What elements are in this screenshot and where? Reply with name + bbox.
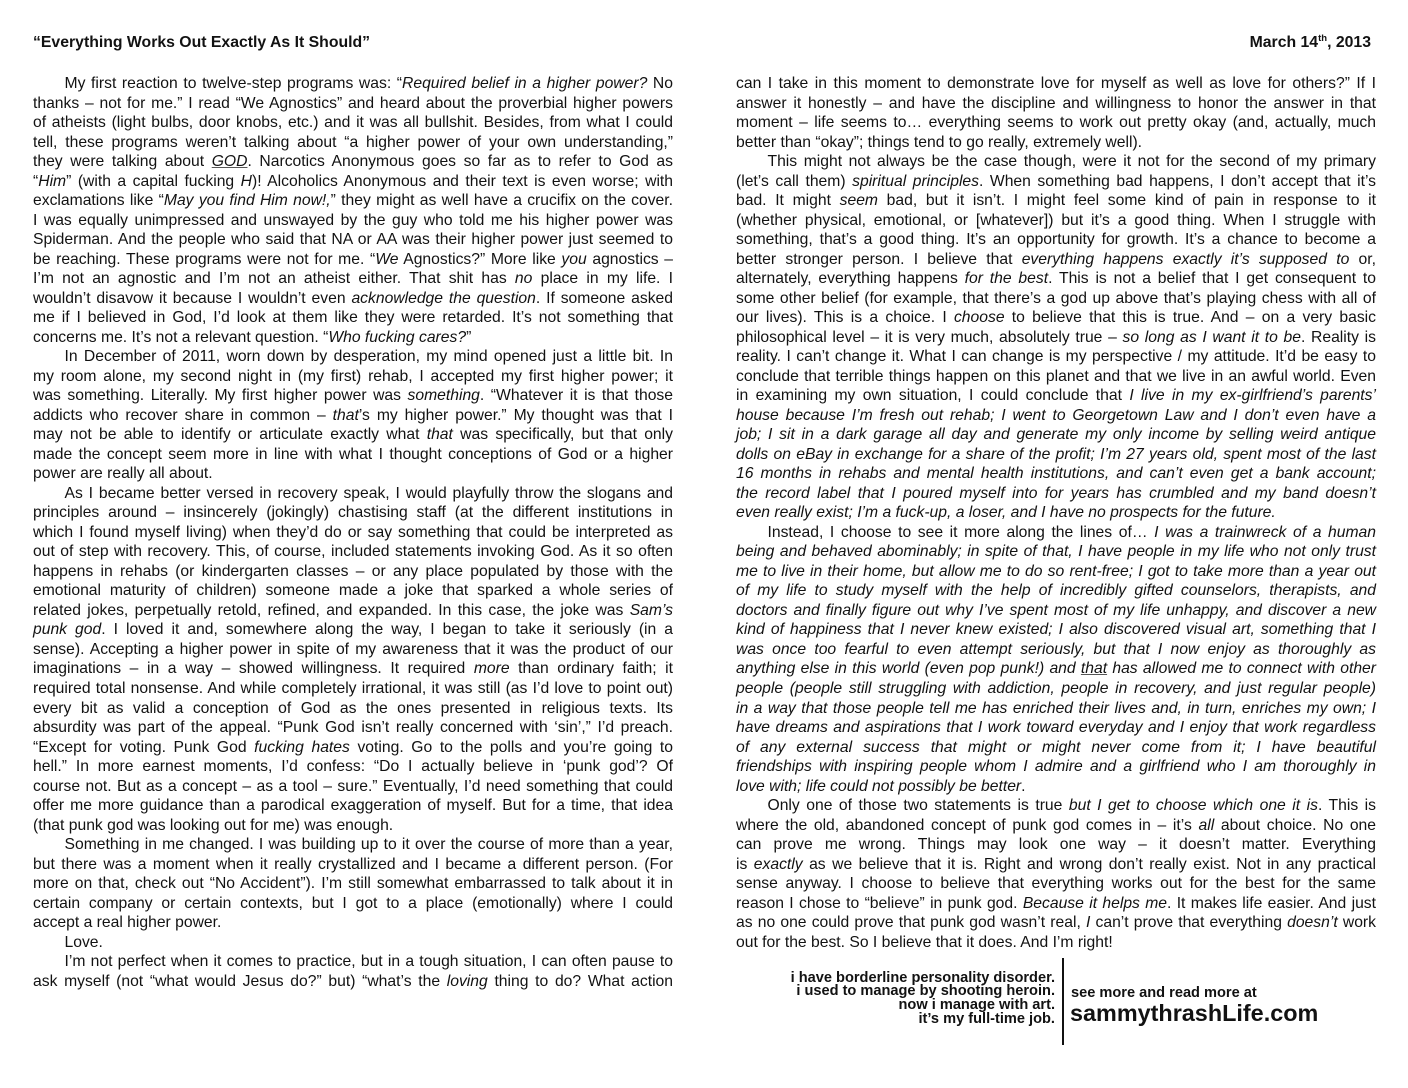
text-line [736,757,1376,777]
text-line: My first reaction to twelve-step programs was: “Required belief in a higher power? No [64,75,673,92]
text-line [736,581,1376,601]
right-column [736,74,1376,952]
text-line: was something. Literally. My first higher power was something. “Whatever it is that those [33,387,673,405]
text-line: “Him” (with a capital fucking H)! Alcoholics Anonymous and their text is even worse; with [33,172,674,190]
paragraph [33,74,673,347]
left-column [33,74,673,991]
text-line: required total nonsense. And while completely irrational, it was still (as I’d love to point out) [33,679,673,697]
text-line: thanks – not for me.” I read “We Agnostics” and heard about the proverbial higher powers [33,94,673,112]
italic-emphasis: for the best [964,270,1049,288]
italic-emphasis: anything else in this world (even pop punk!) and [736,660,1081,678]
footer-bio-line: i used to manage by shooting heroin. [796,983,1055,1000]
italic-emphasis: that [332,406,359,424]
text-line: love with; life could not possibly be better. [736,777,1026,795]
text-line: sense). Accepting a higher power in spite of my awareness that it was the product of our [33,640,673,658]
text-line [736,699,1376,719]
text-line: Instead, I choose to see it more along the lines of… I was a trainwreck of a human [767,523,1376,541]
text-line: happens in rehabs (or kindergarten classes – or any place populated by those with the [33,562,673,580]
italic-emphasis: Because it helps me [1022,894,1168,912]
text-line: my room alone, my second night in (my first) rehab, I accepted my first higher power; it [33,367,673,385]
italic-emphasis: in a way that those people tell me has enriched their lives and, in turn, enriches my own; I [736,699,1376,717]
text-line: better stronger person. I believe that everything happens exactly it’s supposed to or, [736,250,1376,268]
italic-emphasis: seem [839,192,878,210]
text-line: out of step with recovery. This, of course, included statements invoking God. As it so often [33,543,673,561]
text-line: addicts who recover share in common – that’s my higher power.” My thought was that I [33,406,673,424]
italic-emphasis: job; I sit in a dark garage all day and generate my only income by selling weird antique [736,426,1376,444]
text-line: made the concept seem more in line with what I thought conceptions of God or a higher [33,445,673,463]
paragraph [736,74,1376,152]
text-line [736,738,1376,758]
text-line: every bit as valid a conception of God as the ones presented in religious texts. Its [33,699,673,717]
italic-emphasis: everything happens exactly it’s supposed to [1021,250,1350,268]
italic-emphasis: of any external success that might or might never come from it; I have beautiful [736,738,1376,756]
text-line: they were talking about GOD. Narcotics Anonymous goes so far as to refer to God as [33,153,673,171]
italic-emphasis: kind of happiness that I never knew existed; I also discovered visual art, something that I [736,621,1376,639]
document-date [1250,34,1371,52]
footer-cta: see more and read more at [1071,984,1257,1001]
text-line [736,503,1376,523]
text-line [736,562,1376,582]
italic-emphasis: friendships with inspiring people whom I admire and a girlfriend who I am thoroughly in [736,758,1376,776]
text-line: out for the best. So I believe that it does. And I’m right! [736,933,1113,951]
italic-emphasis: I live in my ex-girlfriend’s parents’ [1129,387,1376,405]
text-line: more on that, check out “No Accident”). I’m still somewhat embarrassed to talk about it in [33,875,673,893]
text-line [736,718,1376,738]
italic-emphasis: I [1085,914,1091,932]
text-line: offer me more guidance than a parodical exaggeration of myself. But for a time, that idea [33,797,673,815]
text-line: our lives). This is a choice. I choose to believe that this is true. And – on a very basic [736,309,1376,327]
text-line [736,484,1376,504]
italic-emphasis: fucking hates [254,738,350,756]
text-line: me if I believed in God, I’d look at them like they were retarded. It’s not something that [33,309,673,327]
footer-bio-line: i have borderline personality disorder. [790,969,1055,986]
underlined-emphasis: GOD [211,153,248,171]
text-line: imaginations – in a way – showed willingness. It required more than ordinary faith; it [33,660,674,678]
paragraph [33,347,673,484]
paragraph [736,523,1376,796]
footer-bio [790,969,1055,1027]
text-line: may not be able to identify or articulate exactly what that was specifically, but that only [33,426,673,444]
date-year: , 2013 [1327,34,1371,51]
text-line: Something in me changed. I was building up to it over the course of more than a year, [64,836,673,854]
italic-emphasis: the record label that I poured myself into for years has crumbled and my band doesn’t [736,484,1376,502]
text-line [736,679,1376,699]
text-line: better than “okay”; things tend to go really, extremely well). [736,133,1143,151]
text-line: be reaching. These programs were not for me. “We Agnostics?” More like you agnostics – [33,250,674,268]
underlined-emphasis: that [1080,660,1108,678]
text-line [736,445,1376,465]
footer-website: sammythrashLife.com [1070,1000,1319,1026]
italic-emphasis: so long as I want it to be [1122,328,1301,346]
text-line: course not. But as a concept – as a tool – sure.” Eventually, I’d need something that could [33,777,673,795]
text-line: (that punk god was looking out for me) was enough. [33,816,394,834]
italic-emphasis: have dreams and aspirations that I work toward everyday and I enjoy that work regardless [736,719,1376,737]
text-line: alternately, everything happens for the best. This is not a belief that I get consequent to [736,270,1377,288]
italic-emphasis: I was a trainwreck of a human [1154,523,1376,541]
italic-emphasis: all [1198,816,1215,834]
text-line: can I take in this moment to demonstrate love for myself as well as love for others?” If I [736,75,1376,92]
italic-emphasis: more [473,660,510,678]
italic-emphasis: love with; life could not possibly be better [736,777,1022,795]
text-line: conclude that terrible things happen on this planet and that we live in an awful world. Even [736,367,1376,385]
text-line [736,659,1376,679]
text-line: emotional maturity of children) someone made a joke that sparked a whole series of [33,582,673,600]
date-ordinal-suffix: th [1318,33,1328,44]
italic-emphasis: but I get to choose which one it is [1068,797,1318,815]
text-line [736,640,1376,660]
italic-emphasis: you [561,250,587,268]
italic-emphasis: doctors and finally figure out why I’ve spent most of my life unhappy, and discover a new [736,601,1376,619]
text-line: bad. It might seem bad, but it isn’t. I might feel some kind of pain in response to it [736,192,1377,210]
text-line: is exactly as we believe that it is. Right and wrong don’t really exist. Not in any practical [736,855,1376,873]
text-line: concerns me. It’s not a relevant question. “Who fucking cares?” [33,328,472,346]
italic-emphasis: no [514,270,533,288]
italic-emphasis: loving [446,972,488,990]
italic-emphasis: exactly [753,855,803,873]
text-line: exclamations like “May you find Him now!,” they might as well have a crucifix on the cover. [33,192,673,210]
italic-emphasis: even really exist; I’m a fuck-up, a loser, and I have no prospects for the future. [736,504,1276,522]
text-line: Only one of those two statements is true but I get to choose which one it is. This is [767,797,1376,815]
text-line: This might not always be the case though, were it not for the second of my primary [767,153,1376,171]
text-line: power are really all about. [33,465,213,483]
italic-emphasis: was once too fearful to even attempt seriously, but that I now enjoy as thoroughly as [736,640,1376,658]
italic-emphasis: Who fucking cares? [328,328,467,346]
text-line: reason I chose to “believe” in punk god. Because it helps me. It makes life easier. And just [736,894,1377,912]
text-line [736,406,1376,426]
italic-emphasis: spiritual principles [852,172,979,190]
paragraph [33,952,673,991]
italic-emphasis: me to live in their home, but allow me to do so rent-free; I got to take more than a year out [736,562,1376,580]
text-line: sense anyway. I choose to believe that everything works out for the best for the same [736,875,1376,893]
text-line: something, that’s a good thing. It’s an opportunity for growth. It’s a chance to become a [736,231,1376,249]
text-line: certain company or certain contexts, but I got to a place (emotionally) where I could [33,894,673,912]
text-line: where the old, abandoned concept of punk god comes in – it’s all about choice. No one [736,816,1377,834]
text-line: hell.” In more earnest moments, I’d confess: “Do I actually believe in ‘punk god’? Of [33,758,673,776]
text-line: absurdity was part of the appeal. “Punk God isn’t really concerned with ‘sin’,” I’d preach. [33,719,673,737]
text-line: but there was a moment when it really crystallized and I became a different person. (For [33,855,673,873]
italic-emphasis: dolls on eBay in exchange for a share of the profit; I’m 27 years old, spent most of the last [736,445,1376,463]
italic-emphasis: that [426,426,453,444]
italic-emphasis: choose [953,309,1005,327]
italic-emphasis: acknowledge the question [351,289,536,307]
text-line: as no one could prove that punk god wasn’t real, I can’t prove that everything doesn’t work [736,914,1376,932]
italic-emphasis: 16 months in rehabs and mental health institutions, and can’t even get a bank account; [736,465,1376,483]
text-line [736,620,1376,640]
text-line: As I became better versed in recovery speak, I would playfully throw the slogans and [64,484,673,502]
text-line: I was equally unimpressed and unswayed by the guy who told me his higher power was [33,211,673,229]
italic-emphasis: H [240,172,252,190]
italic-emphasis: something [407,387,480,405]
date-main: March 14 [1249,34,1319,51]
text-line: I’m not perfect when it comes to practice, but in a tough situation, I can often pause to [64,953,673,971]
text-line [736,464,1376,484]
italic-emphasis: of my life to study myself with the help of incredibly gifted counselors, therapists, and [736,582,1376,600]
text-line: Love. [64,933,103,951]
footer-divider [1062,958,1064,1045]
document-title: “Everything Works Out Exactly As It Should” [33,34,371,51]
text-line: I’m not an agnostic and I’m not an atheist either. That shit has no place in my life. I [33,270,674,288]
footer-bio-line: now i manage with art. [898,997,1055,1014]
text-line [736,601,1376,621]
text-line: which I found myself living) when they’d do or say something that could be interpreted as [33,523,673,541]
text-line: Spiderman. And the people who said that NA or AA was their higher power just seemed to [33,231,673,249]
italic-emphasis: Him [38,172,67,190]
italic-emphasis: We [375,250,399,268]
text-line: principles around – insincerely (jokingly) chastising staff (at the different institutions in [33,504,673,522]
footer-bio-line: it’s my full-time job. [918,1010,1055,1027]
italic-emphasis: punk god [33,621,102,639]
text-line: In December of 2011, worn down by desperation, my mind opened just a little bit. In [64,348,673,366]
text-line: can prove me wrong. Things may look one way – it doesn’t matter. Everything [736,836,1376,854]
text-line: of atheists (light bulbs, door knobs, etc.) and it was all bullshit. Besides, from what I could [33,114,673,132]
text-line: moment – life seems to… everything seems to work out pretty okay (and, actually, much [736,114,1376,132]
italic-emphasis: people (people still struggling with addiction, people in recovery, and just regular people) [736,679,1376,697]
italic-emphasis: doesn’t [1287,914,1338,932]
text-line: in examining my own situation, I could conclude that I live in my ex-girlfriend’s parents’ [736,387,1376,405]
paragraph [33,933,673,953]
text-line: “Except for voting. Punk God fucking hates voting. Go to the polls and you’re going to [33,738,673,756]
paragraph [736,796,1376,952]
italic-emphasis: house because I’m fresh out rehab; I went to Georgetown Law and I don’t even have a [736,406,1376,424]
text-line [736,542,1376,562]
text-line: reality. I can’t change it. What I can change is my perspective / my attitude. It’d be easy to [736,348,1376,366]
text-line: philosophical level – it is very much, absolutely true – so long as I want it to be. Reality is [736,328,1376,346]
paragraph [33,484,673,835]
italic-emphasis: has allowed me to connect with other [1107,660,1376,678]
text-line: tell, these programs weren’t talking about “a higher power of your own understanding,” [33,133,673,151]
text-line: punk god. I loved it and, somewhere along the way, I began to take it seriously (in a [33,621,673,639]
text-line [736,425,1376,445]
text-line: some other belief (for example, that there’s a god up above that’s playing chess with all of [736,289,1376,307]
paragraph [33,835,673,933]
italic-emphasis: being and behaved abominably; in spite of that, I have people in my life who not only trust [736,543,1376,561]
italic-emphasis: May you find Him now!, [163,192,331,210]
italic-emphasis: Required belief in a higher power? [402,75,648,92]
paragraph [736,152,1376,523]
text-line: ask myself (not “what would Jesus do?” but) “what’s the loving thing to do? What action [33,972,674,990]
text-line: answer it honestly – and have the discipline and willingness to honor the answer in that [736,94,1376,112]
text-line: accept a real higher power. [33,914,222,932]
italic-emphasis: Sam’s [629,601,673,619]
text-line: (let’s call them) spiritual principles. When something bad happens, I don’t accept that it’s [736,172,1376,190]
text-line: wouldn’t disavow it because I wouldn’t even acknowledge the question. If someone asked [33,289,673,307]
text-line: (whether physical, emotional, or [whatever]) but it’s a good thing. When I struggle with [736,211,1376,229]
text-line: related jokes, perpetually retold, refined, and expanded. In this case, the joke was Sam’s [33,601,673,619]
